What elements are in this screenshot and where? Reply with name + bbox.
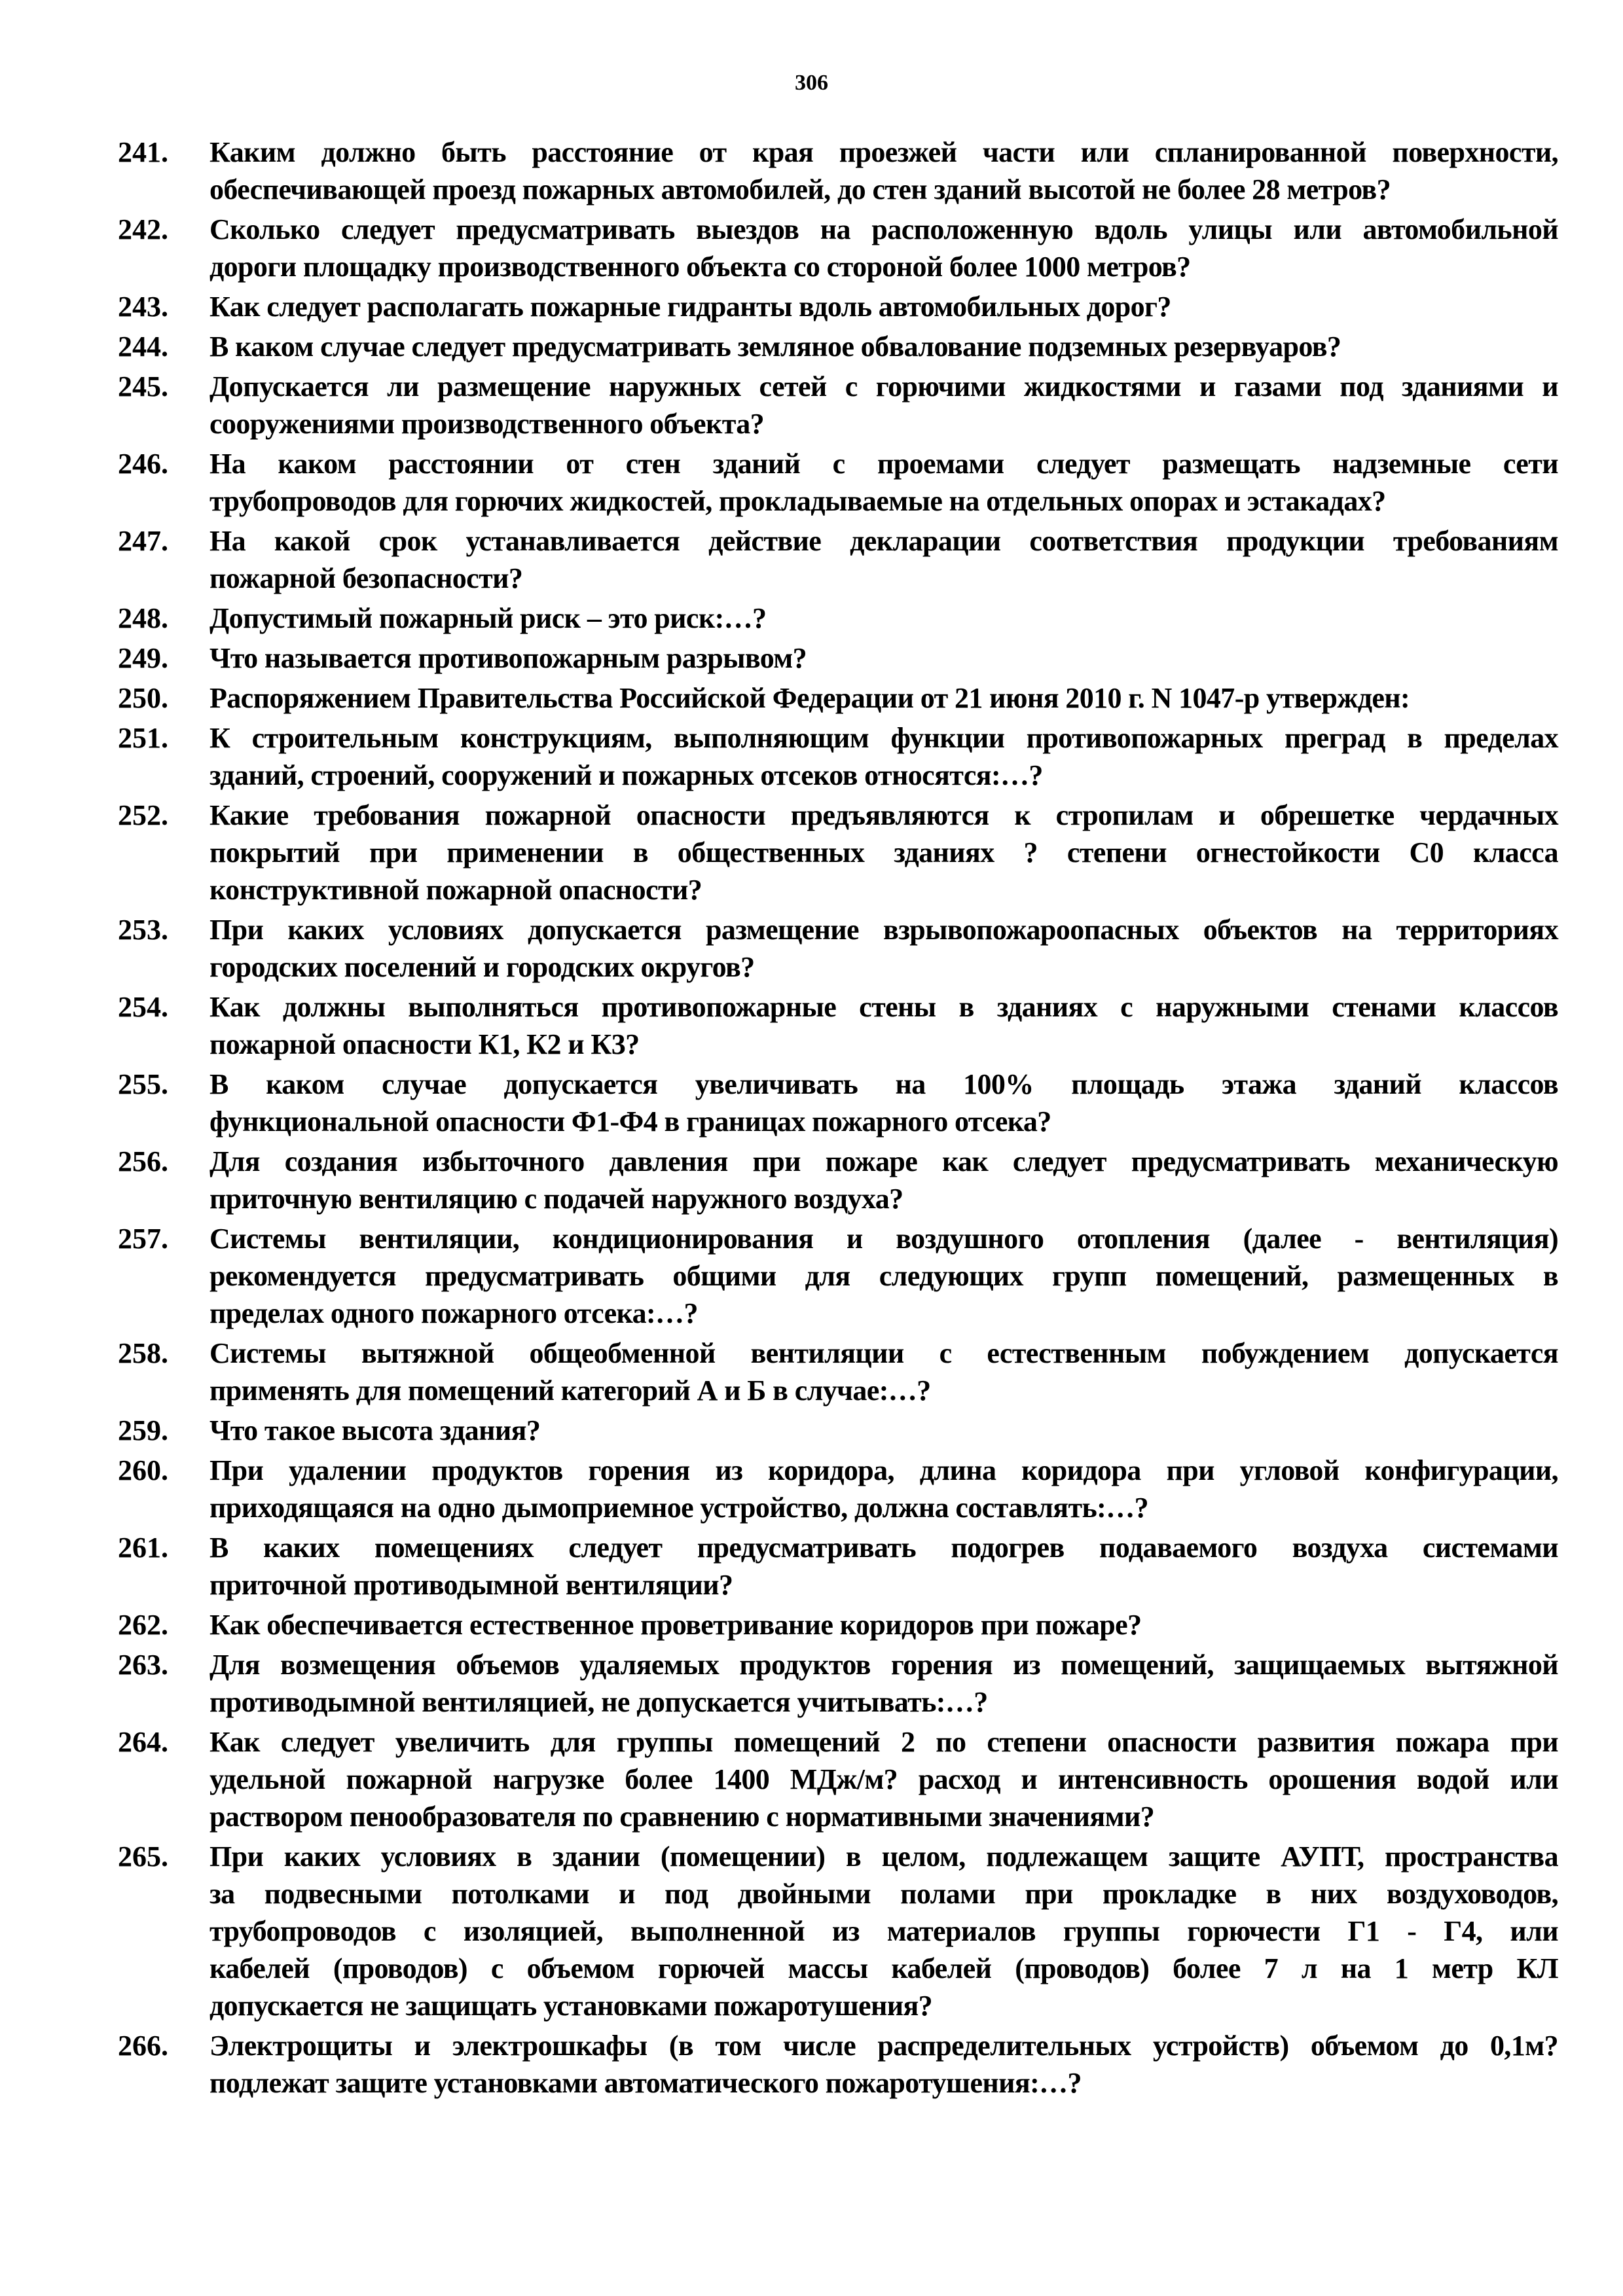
text-line: противодымной вентиляцией, не допускается учитывать:…? <box>210 1686 988 1718</box>
text-line: подлежат защите установками автоматического пожаротушения:…? <box>210 2067 1082 2099</box>
question-text <box>210 988 1558 1063</box>
question-text <box>210 719 1558 794</box>
question-text <box>210 2027 1558 2102</box>
text-line: трубопроводов с изоляцией, выполненной из материалов группы горючести Г1 - Г4, или <box>210 1915 1558 1947</box>
text-line: При каких условиях допускается размещение взрывопожароопасных объектов на территориях <box>210 914 1558 946</box>
question-text <box>210 911 1558 986</box>
list-item <box>118 1066 1558 1140</box>
list-item <box>118 1646 1558 1721</box>
item-number: 254. <box>118 991 168 1023</box>
text-line: Распоряжением Правительства Российской Федерации от 21 июня 2010 г. N 1047-р утвержден: <box>210 682 1410 714</box>
question-text <box>210 1606 1558 1643</box>
item-number: 260. <box>118 1454 168 1486</box>
text-line: зданий, строений, сооружений и пожарных отсеков относятся:…? <box>210 759 1043 791</box>
text-line: трубопроводов для горючих жидкостей, прокладываемые на отдельных опорах и эстакадах? <box>210 485 1386 517</box>
question-text <box>210 1412 1558 1449</box>
item-number: 265. <box>118 1840 168 1873</box>
item-number: 257. <box>118 1223 168 1255</box>
list-item <box>118 1723 1558 1835</box>
list-item <box>118 1529 1558 1604</box>
item-number: 259. <box>118 1414 168 1446</box>
question-list <box>118 134 1558 2104</box>
text-line: пожарной опасности К1, К2 и К3? <box>210 1028 640 1060</box>
text-line: К строительным конструкциям, выполняющим функции противопожарных преград в пределах <box>210 722 1558 754</box>
item-number: 262. <box>118 1609 168 1641</box>
question-text <box>210 134 1558 208</box>
text-line: Системы вытяжной общеобменной вентиляции с естественным побуждением допускается <box>210 1337 1558 1369</box>
text-line: Для возмещения объемов удаляемых продуктов горения из помещений, защищаемых вытяжной <box>210 1649 1558 1681</box>
list-item <box>118 445 1558 520</box>
list-item <box>118 911 1558 986</box>
text-line: Допустимый пожарный риск – это риск:…? <box>210 602 767 634</box>
question-text <box>210 522 1558 597</box>
text-line: В каких помещениях следует предусматривать подогрев подаваемого воздуха системами <box>210 1532 1558 1564</box>
item-number: 248. <box>118 602 168 634</box>
question-text <box>210 1646 1558 1721</box>
text-line: В каком случае следует предусматривать земляное обвалование подземных резервуаров? <box>210 331 1341 363</box>
item-number: 264. <box>118 1726 168 1758</box>
text-line: приходящаяся на одно дымоприемное устройство, должна составлять:…? <box>210 1492 1149 1524</box>
question-text <box>210 1220 1558 1332</box>
question-text <box>210 1066 1558 1140</box>
list-item <box>118 1452 1558 1526</box>
list-item <box>118 2027 1558 2102</box>
text-line: Что называется противопожарным разрывом? <box>210 642 807 674</box>
list-item <box>118 1412 1558 1449</box>
text-line: применять для помещений категорий А и Б в случае:…? <box>210 1374 931 1407</box>
text-line: Как должны выполняться противопожарные стены в зданиях с наружными стенами классов <box>210 991 1558 1023</box>
text-line: удельной пожарной нагрузке более 1400 МДж/м? расход и интенсивность орошения водой или <box>210 1763 1558 1795</box>
text-line: допускается не защищать установками пожаротушения? <box>210 1990 933 2022</box>
list-item <box>118 679 1558 717</box>
text-line: конструктивной пожарной опасности? <box>210 874 702 906</box>
question-text <box>210 211 1558 285</box>
text-line: пределах одного пожарного отсека:…? <box>210 1297 698 1329</box>
list-item <box>118 719 1558 794</box>
text-line: При удалении продуктов горения из коридора, длина коридора при угловой конфигурации, <box>210 1454 1558 1486</box>
item-number: 241. <box>118 136 168 168</box>
text-line: сооружениями производственного объекта? <box>210 408 765 440</box>
item-number: 266. <box>118 2030 168 2062</box>
text-line: При каких условиях в здании (помещении) в целом, подлежащем защите АУПТ, пространства <box>210 1840 1558 1873</box>
question-text <box>210 288 1558 325</box>
text-line: Для создания избыточного давления при пожаре как следует предусматривать механическую <box>210 1145 1558 1177</box>
item-number: 242. <box>118 213 168 245</box>
text-line: приточной противодымной вентиляции? <box>210 1569 733 1601</box>
item-number: 252. <box>118 799 168 831</box>
list-item <box>118 522 1558 597</box>
list-item <box>118 1838 1558 2024</box>
text-line: Как следует увеличить для группы помещений 2 по степени опасности развития пожара при <box>210 1726 1558 1758</box>
text-line: В каком случае допускается увеличивать на 100% площадь этажа зданий классов <box>210 1068 1558 1100</box>
list-item <box>118 639 1558 677</box>
text-line: На каком расстоянии от стен зданий с проемами следует размещать надземные сети <box>210 448 1558 480</box>
item-number: 245. <box>118 370 168 403</box>
question-text <box>210 600 1558 637</box>
list-item <box>118 1606 1558 1643</box>
text-line: На какой срок устанавливается действие декларации соответствия продукции требованиям <box>210 525 1558 557</box>
item-number: 253. <box>118 914 168 946</box>
text-line: Сколько следует предусматривать выездов на расположенную вдоль улицы или автомобильной <box>210 213 1558 245</box>
list-item <box>118 1220 1558 1332</box>
question-text <box>210 1335 1558 1409</box>
text-line: Системы вентиляции, кондиционирования и воздушного отопления (далее - вентиляция) <box>210 1223 1558 1255</box>
item-number: 263. <box>118 1649 168 1681</box>
question-text <box>210 797 1558 908</box>
text-line: пожарной безопасности? <box>210 562 523 594</box>
list-item <box>118 1335 1558 1409</box>
text-line: дороги площадку производственного объекта со стороной более 1000 метров? <box>210 251 1191 283</box>
item-number: 247. <box>118 525 168 557</box>
text-line: рекомендуется предусматривать общими для следующих групп помещений, размещенных в <box>210 1260 1558 1292</box>
question-text <box>210 1143 1558 1217</box>
item-number: 255. <box>118 1068 168 1100</box>
item-number: 261. <box>118 1532 168 1564</box>
question-text <box>210 328 1558 365</box>
question-text <box>210 368 1558 442</box>
text-line: Электрощиты и электрошкафы (в том числе распределительных устройств) объемом до 0,1м? <box>210 2030 1558 2062</box>
text-line: Как следует располагать пожарные гидранты вдоль автомобильных дорог? <box>210 291 1171 323</box>
question-text <box>210 445 1558 520</box>
text-line: городских поселений и городских округов? <box>210 951 755 983</box>
question-text <box>210 1529 1558 1604</box>
text-line: обеспечивающей проезд пожарных автомобилей, до стен зданий высотой не более 28 метров? <box>210 173 1391 206</box>
text-line: Допускается ли размещение наружных сетей с горючими жидкостями и газами под зданиями и <box>210 370 1558 403</box>
question-text <box>210 1452 1558 1526</box>
item-number: 250. <box>118 682 168 714</box>
page-number: 306 <box>795 71 828 95</box>
list-item <box>118 368 1558 442</box>
item-number: 246. <box>118 448 168 480</box>
list-item <box>118 988 1558 1063</box>
list-item <box>118 328 1558 365</box>
question-text <box>210 1723 1558 1835</box>
item-number: 249. <box>118 642 168 674</box>
list-item <box>118 211 1558 285</box>
text-line: Какие требования пожарной опасности предъявляются к стропилам и обрешетке чердачных <box>210 799 1558 831</box>
list-item <box>118 288 1558 325</box>
question-text <box>210 679 1558 717</box>
text-line: раствором пенообразователя по сравнению с нормативными значениями? <box>210 1801 1155 1833</box>
question-text <box>210 639 1558 677</box>
text-line: Как обеспечивается естественное проветривание коридоров при пожаре? <box>210 1609 1142 1641</box>
text-line: кабелей (проводов) с объемом горючей массы кабелей (проводов) более 7 л на 1 метр КЛ <box>210 1952 1558 1984</box>
list-item <box>118 600 1558 637</box>
list-item <box>118 797 1558 908</box>
list-item <box>118 1143 1558 1217</box>
question-text <box>210 1838 1558 2024</box>
item-number: 256. <box>118 1145 168 1177</box>
list-item <box>118 134 1558 208</box>
text-line: за подвесными потолками и под двойными полами при прокладке в них воздуховодов, <box>210 1878 1558 1910</box>
text-line: покрытий при применении в общественных зданиях ? степени огнестойкости С0 класса <box>210 836 1558 869</box>
item-number: 258. <box>118 1337 168 1369</box>
item-number: 251. <box>118 722 168 754</box>
text-line: Что такое высота здания? <box>210 1414 541 1446</box>
item-number: 244. <box>118 331 168 363</box>
text-line: функциональной опасности Ф1-Ф4 в границах пожарного отсека? <box>210 1105 1051 1138</box>
text-line: Каким должно быть расстояние от края проезжей части или спланированной поверхности, <box>210 136 1558 168</box>
text-line: приточную вентиляцию с подачей наружного воздуха? <box>210 1183 903 1215</box>
item-number: 243. <box>118 291 168 323</box>
